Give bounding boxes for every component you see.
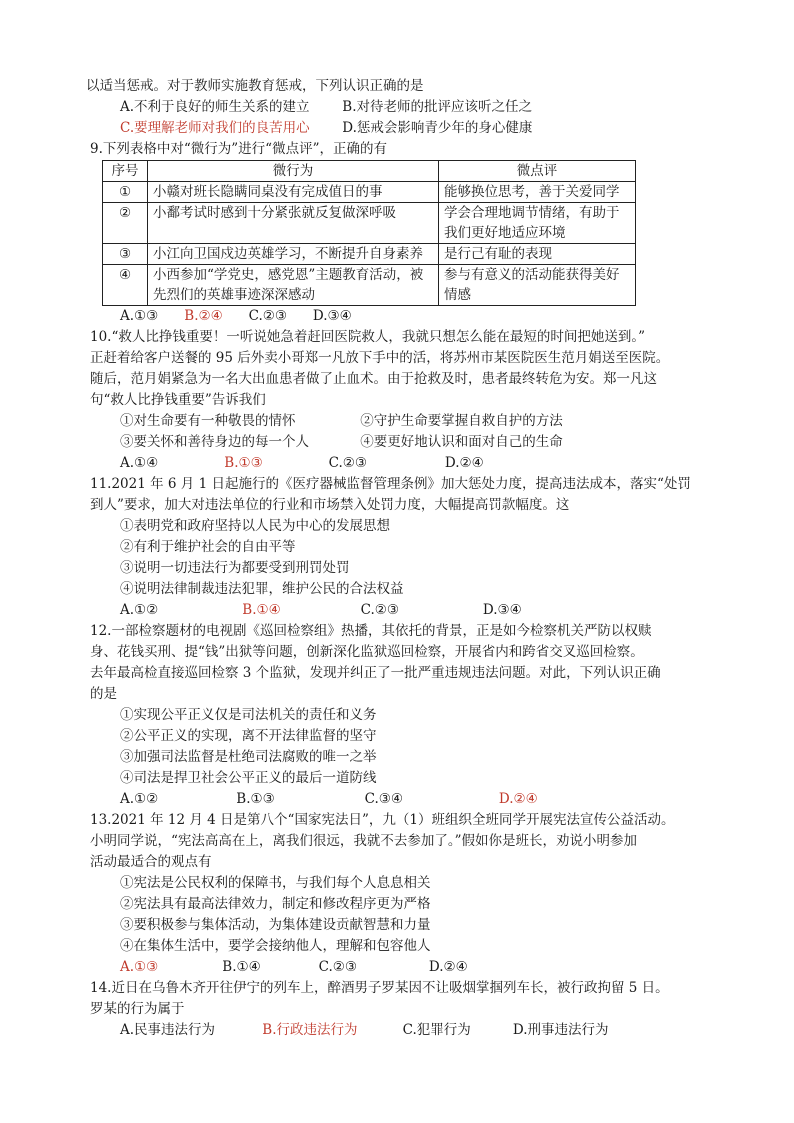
row-comment: 是行己有耻的表现: [439, 244, 636, 265]
table-header-behavior: 微行为: [148, 161, 439, 182]
q12-stem-line: 身、花钱买刑、提“钱”出狱等问题，创新深化监狱巡回检察，开展省内和跨省交叉巡回检察。: [90, 644, 644, 660]
q14-options: [90, 1020, 710, 1041]
q13-stem-line: 13.2021 年 12 月 4 日是第八个“国家宪法日”，九（1）班组织全班同学开展宪法宣传公益活动。: [90, 812, 675, 828]
q10-stem-line: 正赶着给客户送餐的 95 后外卖小哥郑一凡放下手中的活，将苏州市某医院医生范月娟送至医院。: [90, 350, 670, 366]
q8-option-b[interactable]: B.对待老师的批评应该听之任之: [342, 99, 533, 115]
q8-option-c[interactable]: C.要理解老师对我们的良苦用心: [120, 120, 310, 136]
q13-options: [90, 957, 710, 978]
q10-item-2: ②守护生命要掌握自救自护的方法: [360, 413, 563, 429]
q10-stem-line: 随后，范月娟紧急为一名大出血患者做了止血术。由于抢救及时，患者最终转危为安。郑一凡这: [90, 371, 657, 387]
q8-options-row-1: [90, 97, 710, 118]
table-row: [103, 182, 636, 203]
q13-item-1: ①宪法是公民权利的保障书，与我们每个人息息相关: [120, 875, 431, 891]
q13-stem-line: 小明同学说，“宪法高高在上，离我们很远，我就不去参加了。”假如你是班长，劝说小明参加: [90, 833, 638, 849]
q13-option-c[interactable]: C.②③: [318, 959, 357, 975]
q14-option-d[interactable]: D.刑事违法行为: [512, 1022, 609, 1038]
q13-item-4: ④在集体生活中，要学会接纳他人，理解和包容他人: [120, 938, 431, 954]
q9-options: [90, 306, 710, 327]
row-behavior: 小鄱考试时感到十分紧张就反复做深呼吸: [148, 203, 439, 244]
table-row: [103, 265, 636, 306]
q9-option-c[interactable]: C.②③: [248, 308, 287, 324]
q12-option-b[interactable]: B.①③: [236, 791, 275, 807]
table-row: [103, 244, 636, 265]
q8-options-row-2: [90, 118, 710, 139]
q10-items-row-2: [90, 432, 710, 453]
q11-options: [90, 600, 710, 621]
row-behavior: 小江向卫国戍边英雄学习，不断提升自身素养: [148, 244, 439, 265]
q11-item-1: ①表明党和政府坚持以人民为中心的发展思想: [120, 518, 390, 534]
q12-option-a[interactable]: A.①②: [120, 791, 159, 807]
q14-option-c[interactable]: C.犯罪行为: [402, 1022, 471, 1038]
q12-stem-line: 去年最高检直接巡回检察 3 个监狱，发现并纠正了一批严重违规违法问题。对此，下列认识正确: [90, 665, 661, 681]
q13-option-a[interactable]: A.①③: [120, 959, 159, 975]
q11-stem-line: 11.2021 年 6 月 1 日起施行的《医疗器械监督管理条例》加大惩处力度，提高违法成本，落实“处罚: [90, 476, 691, 492]
q11-option-b[interactable]: B.①④: [242, 602, 281, 618]
table-row: [103, 203, 636, 244]
table-header-comment: 微点评: [439, 161, 636, 182]
q14-stem-line: 14.近日在乌鲁木齐开往伊宁的列车上，醉酒男子罗某因不让吸烟掌掴列车长，被行政拘留 5 日。: [90, 980, 669, 996]
q9-table: [102, 160, 636, 306]
exam-page: [86, 76, 710, 1041]
q11-stem-line: 到人”要求，加大对违法单位的行业和市场禁入处罚力度，大幅提高罚款幅度。这: [90, 497, 570, 513]
q10-options: [90, 453, 710, 474]
q10-item-1: ①对生命要有一种敬畏的情怀: [120, 413, 296, 429]
q11-option-a[interactable]: A.①②: [120, 602, 159, 618]
q12-item-4: ④司法是捍卫社会公平正义的最后一道防线: [120, 770, 377, 786]
q12-stem-line: 的是: [90, 686, 117, 702]
q12-option-c[interactable]: C.③④: [364, 791, 403, 807]
row-comment: 能够换位思考，善于关爱同学: [439, 182, 636, 203]
q10-option-b[interactable]: B.①③: [224, 455, 263, 471]
q10-item-4: ④要更好地认识和面对自己的生命: [360, 434, 563, 450]
q10-stem-line: 句“救人比挣钱重要”告诉我们: [90, 392, 266, 408]
row-num: ②: [103, 203, 148, 244]
q12-item-3: ③加强司法监督是杜绝司法腐败的唯一之举: [120, 749, 377, 765]
q9-option-d[interactable]: D.③④: [312, 308, 352, 324]
q14-option-a[interactable]: A.民事违法行为: [120, 1022, 216, 1038]
q8-option-a[interactable]: A.不利于良好的师生关系的建立: [120, 99, 310, 115]
q12-item-1: ①实现公平正义仅是司法机关的责任和义务: [120, 707, 377, 723]
q12-item-2: ②公平正义的实现，离不开法律监督的坚守: [120, 728, 377, 744]
q12-option-d[interactable]: D.②④: [498, 791, 538, 807]
row-num: ③: [103, 244, 148, 265]
q10-item-3: ③要关怀和善待身边的每一个人: [120, 434, 309, 450]
q11-option-d[interactable]: D.③④: [482, 602, 522, 618]
row-behavior: 小西参加“学党史，感党恩”主题教育活动，被先烈们的英雄事迹深深感动: [148, 265, 439, 306]
q10-option-a[interactable]: A.①④: [120, 455, 159, 471]
row-comment: 参与有意义的活动能获得美好情感: [439, 265, 636, 306]
q10-stem-line: 10.“救人比挣钱重要！一听说她急着赶回医院救人，我就只想怎么能在最短的时间把她送到。”: [90, 329, 646, 345]
q13-item-2: ②宪法具有最高法律效力，制定和修改程序更为严格: [120, 896, 431, 912]
q11-option-c[interactable]: C.②③: [360, 602, 399, 618]
q9-option-a[interactable]: A.①③: [120, 308, 159, 324]
table-header-num: 序号: [103, 161, 148, 182]
row-num: ④: [103, 265, 148, 306]
q13-option-b[interactable]: B.①④: [222, 959, 261, 975]
q10-option-c[interactable]: C.②③: [328, 455, 367, 471]
row-num: ①: [103, 182, 148, 203]
table-header-row: [103, 161, 636, 182]
q10-option-d[interactable]: D.②④: [444, 455, 484, 471]
row-behavior: 小赣对班长隐瞒同桌没有完成值日的事: [148, 182, 439, 203]
q11-item-2: ②有利于维护社会的自由平等: [120, 539, 296, 555]
q14-stem-line: 罗某的行为属于: [90, 1001, 185, 1017]
q12-options: [90, 789, 710, 810]
q12-stem-line: 12.一部检察题材的电视剧《巡回检察组》热播，其依托的背景，正是如今检察机关严防以权赎: [90, 623, 652, 639]
q8-option-d[interactable]: D.惩戒会影响青少年的身心健康: [342, 120, 533, 136]
q14-option-b[interactable]: B.行政违法行为: [262, 1022, 358, 1038]
q11-item-3: ③说明一切违法行为都要受到刑罚处罚: [120, 560, 350, 576]
q11-item-4: ④说明法律制裁违法犯罪，维护公民的合法权益: [120, 581, 404, 597]
q8-stem: 以适当惩戒。对于教师实施教育惩戒，下列认识正确的是: [86, 78, 424, 94]
q9-stem: 9.下列表格中对“微行为”进行“微点评”，正确的有: [90, 141, 387, 157]
q10-items-row-1: [90, 411, 710, 432]
q13-item-3: ③要积极参与集体活动，为集体建设贡献智慧和力量: [120, 917, 431, 933]
q13-stem-line: 活动最适合的观点有: [90, 854, 212, 870]
q9-option-b[interactable]: B.②④: [184, 308, 223, 324]
q13-option-d[interactable]: D.②④: [428, 959, 468, 975]
row-comment: 学会合理地调节情绪，有助于我们更好地适应环境: [439, 203, 636, 244]
